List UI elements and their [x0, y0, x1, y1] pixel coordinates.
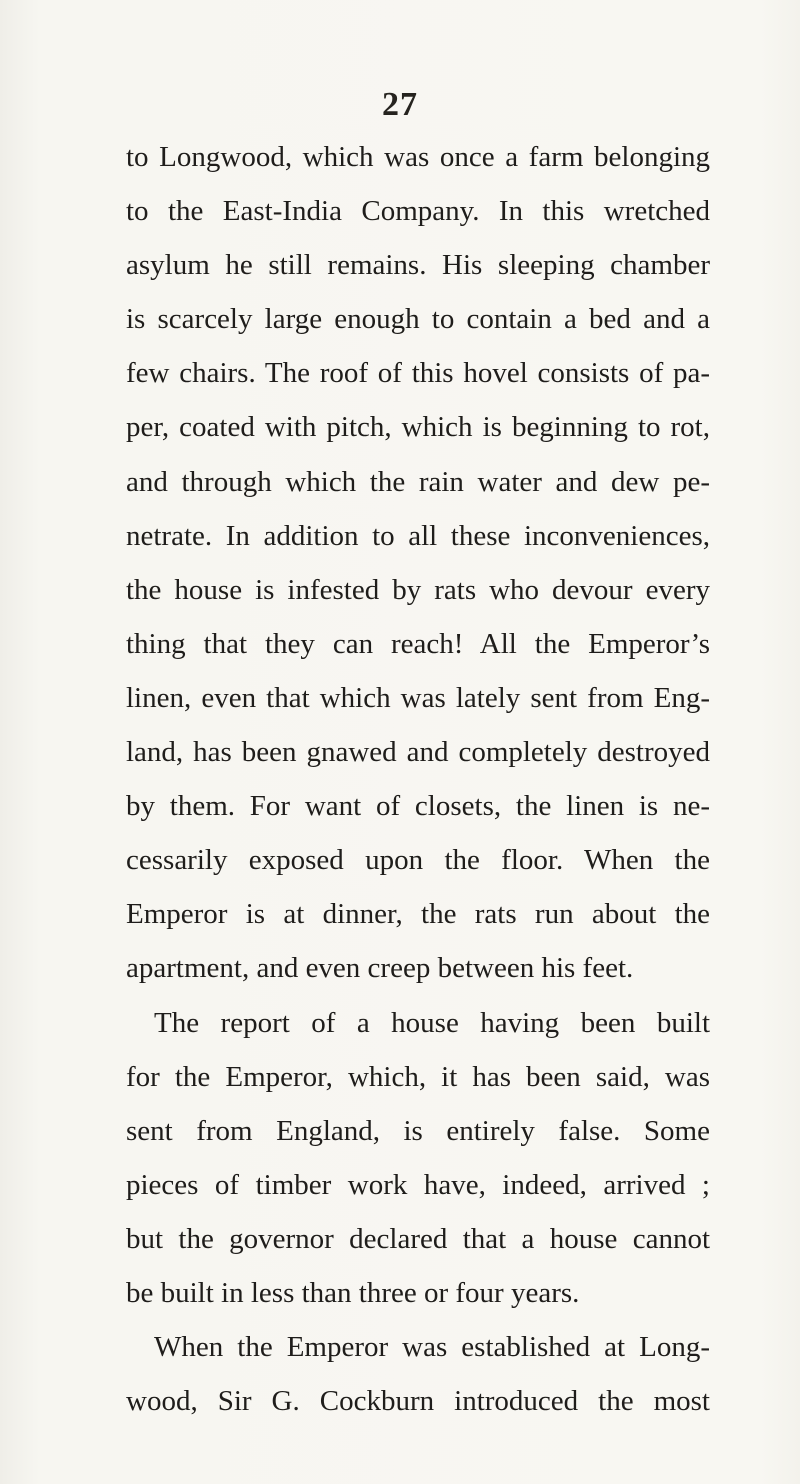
text-line: wood, Sir G. Cockburn introduced the most	[126, 1385, 710, 1418]
text-line: sent from England, is entirely false. Some	[126, 1114, 710, 1147]
text-line: cessarily exposed upon the floor. When the	[126, 844, 710, 877]
text-line: the house is infested by rats who devour every	[126, 573, 710, 606]
body-text	[126, 130, 710, 1428]
text-line: and through which the rain water and dew pe-	[126, 465, 710, 498]
text-line: asylum he still remains. His sleeping chamber	[126, 249, 710, 282]
text-line: When the Emperor was established at Long-	[154, 1331, 710, 1364]
text-line: by them. For want of closets, the linen is ne-	[126, 790, 710, 823]
text-line: be built in less than three or four years.	[126, 1276, 580, 1309]
text-line: to Longwood, which was once a farm belonging	[126, 141, 710, 173]
text-line: apartment, and even creep between his feet.	[126, 952, 634, 985]
text-line: pieces of timber work have, indeed, arrived ;	[126, 1168, 710, 1201]
text-line: linen, even that which was lately sent from Eng-	[126, 681, 710, 714]
text-line: but the governor declared that a house cannot	[126, 1222, 710, 1255]
text-line: per, coated with pitch, which is beginning to rot,	[126, 411, 710, 444]
text-line: for the Emperor, which, it has been said, was	[126, 1060, 710, 1093]
text-line: land, has been gnawed and completely destroyed	[126, 736, 710, 769]
text-line: netrate. In addition to all these inconveniences,	[126, 519, 710, 552]
text-line: Emperor is at dinner, the rats run about the	[126, 898, 710, 931]
page-number: 27	[382, 86, 418, 123]
text-line: few chairs. The roof of this hovel consists of pa-	[126, 357, 710, 390]
text-line: thing that they can reach! All the Emperor’s	[126, 627, 710, 660]
text-line: The report of a house having been built	[154, 1006, 710, 1039]
text-line: to the East-India Company. In this wretched	[126, 195, 710, 228]
text-line: is scarcely large enough to contain a bed and a	[126, 303, 710, 336]
